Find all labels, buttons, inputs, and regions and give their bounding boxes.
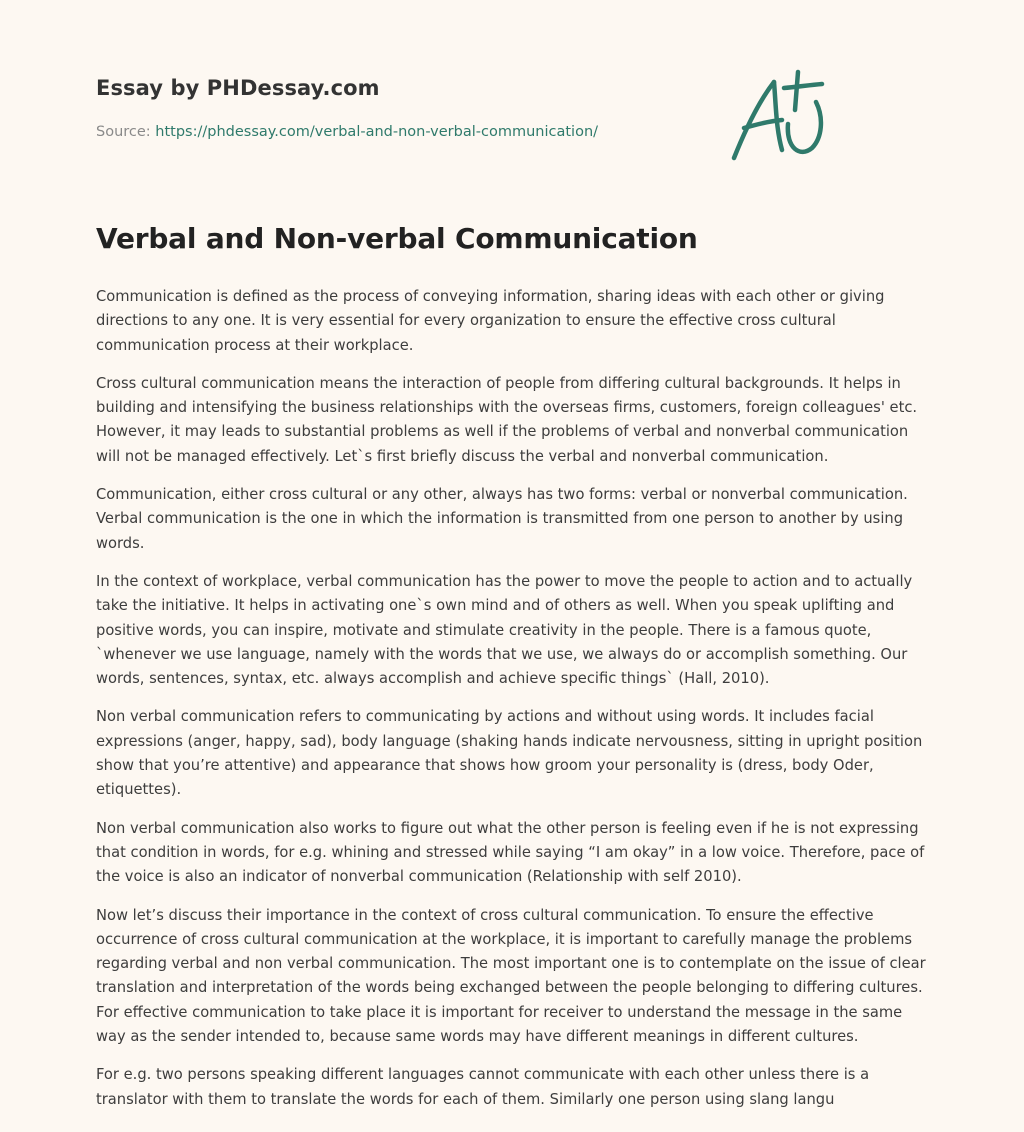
paragraph: For e.g. two persons speaking different languages cannot communicate with each other unless there is a translator with them to translate the words for each of them. Similarly one person using slang langu (96, 1066, 870, 1108)
source-label: Source: (96, 124, 156, 140)
source-link[interactable]: https://phdessay.com/verbal-and-non-verbal-communication/ (155, 124, 599, 140)
paragraph: Communication is defined as the process of conveying information, sharing ideas with each other or giving directions to any one. It is very essential for every organization to ensure the effective cross cultural communication process at their workplace. (96, 288, 885, 354)
paragraph: Now let’s discuss their importance in the context of cross cultural communication. To ensure the effective occurrence of cross cultural communication at the workplace, it is important to carefully manage the problems regarding verbal and non verbal communication. The most important one is to contemplate on the issue of clear translation and interpretation of the words being exchanged between the people belonging to differing cultures. For effective communication to take place it is important for receiver to understand the message in the same way as the sender intended to, because same words may have different meanings in different cultures. (96, 906, 926, 1046)
paragraph: Cross cultural communication means the interaction of people from differing cultural backgrounds. It helps in building and intensifying the business relationships with the overseas firms, customers, foreign colleagues' etc. However, it may leads to substantial problems as well if the problems of verbal and nonverbal communication will not be managed effectively. Let`s first briefly discuss the verbal and nonverbal communication. (96, 374, 918, 465)
paragraph: In the context of workplace, verbal communication has the power to move the people to action and to actually take the initiative. It helps in activating one`s own mind and of others as well. When you speak uplifting and positive words, you can inspire, motivate and stimulate creativity in the people. There is a famous quote, `whenever we use language, namely with the words that we use, we always do or accomplish something. Our words, sentences, syntax, etc. always accomplish and achieve specific things` (Hall, 2010). (96, 572, 913, 688)
source-line (96, 124, 598, 140)
essay-body (96, 285, 928, 1126)
brand-title: Essay by PHDessay.com (96, 76, 380, 100)
paragraph: Non verbal communication refers to communicating by actions and without using words. It includes facial expressions (anger, happy, sad), body language (shaking hands indicate nervousness, sitting in upright position show that you’re attentive) and appearance that shows how groom your personality is (dress, body Oder, etiquettes). (96, 708, 923, 799)
a-plus-grade-logo-icon (730, 66, 830, 166)
paragraph: Communication, either cross cultural or any other, always has two forms: verbal or nonverbal communication. Verbal communication is the one in which the information is transmitted from one person to another by using words. (96, 486, 908, 552)
paragraph: Non verbal communication also works to figure out what the other person is feeling even if he is not expressing that condition in words, for e.g. whining and stressed while saying “I am okay” in a low voice. Therefore, pace of the voice is also an indicator of nonverbal communication (Relationship with self 2010). (96, 819, 925, 886)
essay-title: Verbal and Non-verbal Communication (96, 222, 698, 255)
